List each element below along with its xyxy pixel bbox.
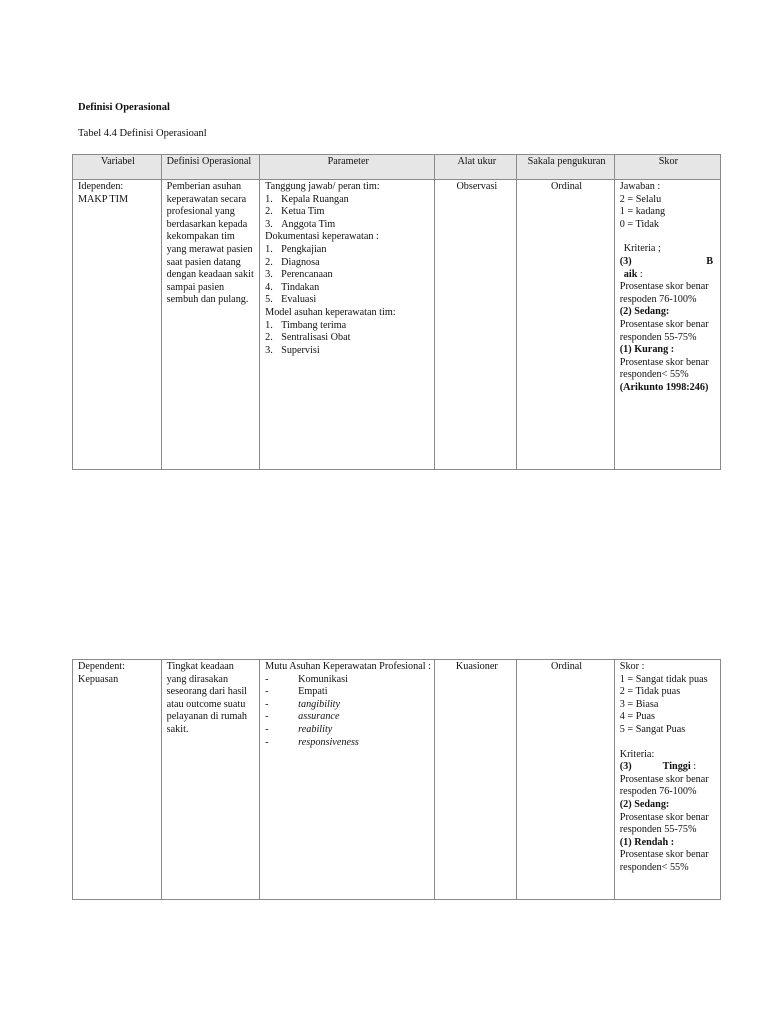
list-item: - assurance — [265, 711, 340, 723]
cell-skala: Ordinal — [517, 180, 614, 470]
kriteria-baik-label: aik — [623, 268, 638, 280]
kriteria-kurang-label: (1) Kurang : — [619, 344, 675, 356]
kriteria-baik-row — [620, 256, 717, 269]
skor-item: 4 = Puas — [619, 711, 655, 723]
param-list — [265, 244, 431, 307]
cell-definisi — [161, 180, 260, 470]
kriteria-sedang-label: (2) Sedang: — [619, 306, 670, 318]
skor-title: Skor : — [619, 661, 645, 672]
kriteria-sedang-desc: Prosentase skor benar responden 55-75% — [619, 318, 709, 343]
skor-item: 5 = Sangat Puas — [619, 723, 686, 735]
list-item: - Empati — [265, 686, 328, 698]
cell-skor: Jawaban : 2 = Selalu 1 = kadang 0 = Tidak Kriteria ; (3) B aik : Prosentase skor benar respoden 76-100% (2) Sedang: Prosentase skor benar responden 55-75% (1) Kurang : Prosentase skor benar responden< 55% (Arikunto 1998:246) — [614, 180, 720, 470]
list-item: 2. Diagnosa — [265, 256, 320, 268]
skor-item: 2 = Tidak puas — [619, 686, 681, 698]
skor-item: 2 = Selalu — [619, 193, 662, 205]
param-group-title: Tanggung jawab/ peran tim: — [265, 181, 380, 192]
kriteria-tinggi-num: (3) — [619, 761, 632, 773]
header-skor: Skor — [614, 155, 720, 180]
variabel-type: Idependen: — [78, 181, 124, 192]
param-group-title: Model asuhan keperawatan tim: — [265, 306, 396, 318]
header-variabel: Variabel — [73, 155, 162, 180]
cell-parameter — [260, 660, 435, 900]
kriteria-tinggi-row: (3) Tinggi : — [619, 761, 697, 773]
variabel-name: MAKP TIM — [78, 193, 129, 205]
header-skala: Sakala pengukuran — [517, 155, 614, 180]
list-item: - tangibility — [265, 698, 341, 710]
list-item: 1. Kepala Ruangan — [265, 193, 349, 205]
param-list — [265, 674, 431, 750]
kriteria-sedang-label: (2) Sedang: — [619, 798, 670, 810]
kriteria-tinggi-label: Tinggi — [662, 761, 691, 773]
definition-table-2 — [72, 659, 721, 900]
skor-title: Jawaban : — [619, 181, 661, 192]
cell-parameter — [260, 180, 435, 470]
kriteria-baik-letter: B — [706, 255, 713, 267]
cell-variabel — [73, 660, 162, 900]
definisi-text: Pemberian asuhan keperawatan secara profesional yang berdasarkan kepada kekompakan tim yang merawat pasien saat pasien datang dengan keadaan sakit sampai pasien sembuh dan pulang. — [166, 181, 254, 306]
param-list — [265, 320, 431, 358]
cell-definisi — [161, 660, 260, 900]
kriteria-tinggi-desc: Prosentase skor benar respoden 76-100% — [619, 773, 709, 798]
variabel-type: Dependent: — [78, 661, 125, 672]
list-item: 3. Perencanaan — [265, 269, 333, 281]
list-item: 1. Timbang terima — [265, 319, 347, 331]
reference-citation: (Arikunto 1998:246) — [619, 381, 709, 393]
kriteria-sedang-desc: Prosentase skor benar responden 55-75% — [619, 811, 709, 836]
kriteria-title: Kriteria: — [619, 748, 655, 760]
variabel-name: Kepuasan — [78, 673, 119, 685]
list-item: 1. Pengkajian — [265, 243, 327, 255]
cell-skala: Ordinal — [517, 660, 614, 900]
table-row — [73, 180, 721, 470]
header-alat-ukur: Alat ukur — [435, 155, 517, 180]
table-row — [73, 660, 721, 900]
kriteria-title: Kriteria ; — [623, 243, 661, 255]
skor-item: 1 = Sangat tidak puas — [619, 673, 708, 685]
list-item: 3. Anggota Tim — [265, 218, 336, 230]
definisi-text: Tingkat keadaan yang dirasakan seseorang dari hasil atau outcome suatu pelayanan di rumah sakit. — [166, 661, 247, 735]
cell-alat-ukur: Kuasioner — [435, 660, 517, 900]
list-item: - reability — [265, 723, 333, 735]
list-item: 2. Sentralisasi Obat — [265, 332, 351, 344]
kriteria-baik-desc: Prosentase skor benar respoden 76-100% — [619, 281, 709, 305]
skor-item: 0 = Tidak — [619, 218, 659, 230]
skor-item: 1 = kadang — [619, 206, 666, 218]
kriteria-rendah-label: (1) Rendah : — [619, 836, 675, 848]
definition-table-1 — [72, 154, 721, 470]
header-parameter: Parameter — [260, 155, 435, 180]
param-list — [265, 194, 431, 232]
kriteria-baik-num: (3) — [619, 255, 632, 267]
cell-variabel — [73, 180, 162, 470]
list-item: - responsiveness — [265, 736, 359, 748]
param-group-title: Mutu Asuhan Keperawatan Profesional : — [265, 661, 431, 672]
cell-alat-ukur: Observasi — [435, 180, 517, 470]
kriteria-rendah-desc: Prosentase skor benar responden< 55% — [619, 849, 709, 873]
kriteria-kurang-desc: Prosentase skor benar responden< 55% — [619, 356, 709, 381]
skor-item: 3 = Biasa — [619, 698, 659, 710]
table-header-row — [73, 155, 721, 180]
cell-skor — [614, 660, 720, 900]
list-item: 4. Tindakan — [265, 281, 320, 293]
list-item: 5. Evaluasi — [265, 294, 317, 306]
header-definisi: Definisi Operasional — [161, 155, 260, 180]
param-group-title: Dokumentasi keperawatan : — [265, 231, 379, 243]
list-item: 2. Ketua Tim — [265, 206, 325, 218]
list-item: 3. Supervisi — [265, 344, 320, 356]
section-heading: Definisi Operasional — [78, 102, 170, 113]
table-caption: Tabel 4.4 Definisi Operasioanl — [78, 128, 207, 139]
list-item: - Komunikasi — [265, 673, 348, 685]
